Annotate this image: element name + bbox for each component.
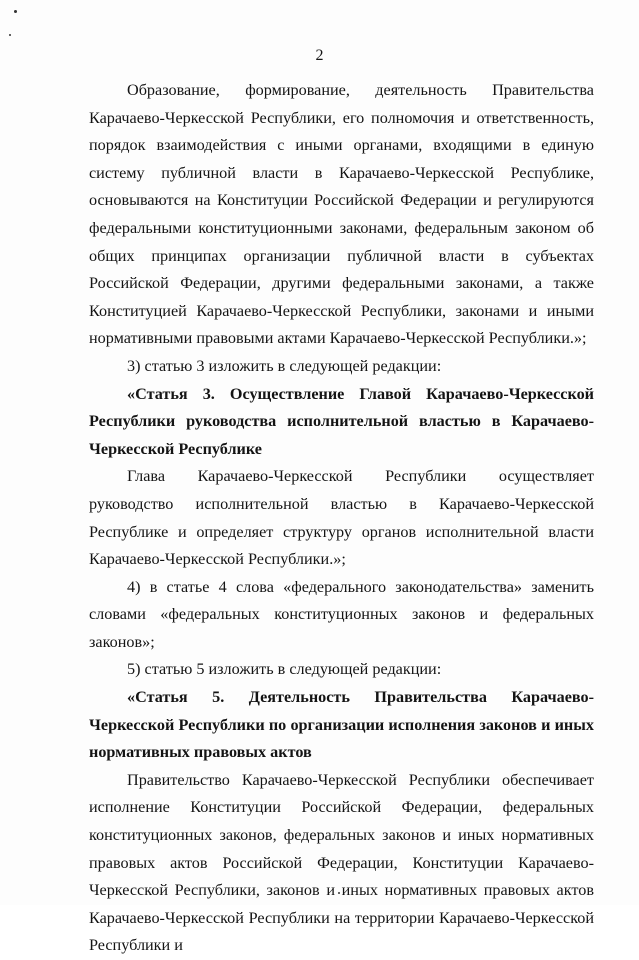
document-body: [89, 77, 594, 960]
article-3-text: Глава Карачаево-Черкесской Республики осуществляет руководство исполнительной властью в Карачаево-Черкесской Республике и определяет структуру органов исполнительной власти Карачаево-Черкесской Республики.»;: [89, 467, 594, 569]
page-number: 2: [315, 47, 324, 64]
scan-speck: [14, 10, 17, 13]
amendment-item-4: 4) в статье 4 слова «федерального законодательства» заменить словами «федеральных конституционных законов и федеральных законов»;: [89, 577, 594, 651]
scan-speck: [9, 34, 11, 36]
amendment-item-5: 5) статью 5 изложить в следующей редакции:: [127, 660, 442, 679]
article-5-heading: «Статья 5. Деятельность Правительства Карачаево-Черкесской Республики по организации исполнения законов и иных нормативных правовых актов: [89, 688, 594, 762]
amendment-item-3: 3) статью 3 изложить в следующей редакции:: [127, 356, 442, 375]
article-3-heading: «Статья 3. Осуществление Главой Карачаево-Черкесской Республики руководства исполнительной властью в Карачаево-Черкесской Республике: [89, 384, 594, 458]
paragraph-intro: Образование, формирование, деятельность Правительства Карачаево-Черкесской Республики, его полномочия и ответственность, порядок взаимодействия с иными органами, входящими в единую систему публичной власти в Карачаево-Черкесской Республике, основываются на Конституции Российской Федерации и регулируются федеральными конституционными законами, федеральным законом об общих принципах организации публичной власти в субъектах Российской Федерации, другими федеральными законами, а также Конституцией Карачаево-Черкесской Республики, законами и иными нормативными правовыми актами Карачаево-Черкесской Республики.»;: [89, 81, 594, 348]
article-5-text: Правительство Карачаево-Черкесской Республики обеспечивает исполнение Конституции Российской Федерации, федеральных конституционных законов, федеральных законов и иных нормативных правовых актов Российской Федерации, Конституции Карачаево-Черкесской Республики, законов и иных нормативных правовых актов Карачаево-Черкесской Республики на территории Карачаево-Черкесской Республики и: [89, 770, 594, 955]
